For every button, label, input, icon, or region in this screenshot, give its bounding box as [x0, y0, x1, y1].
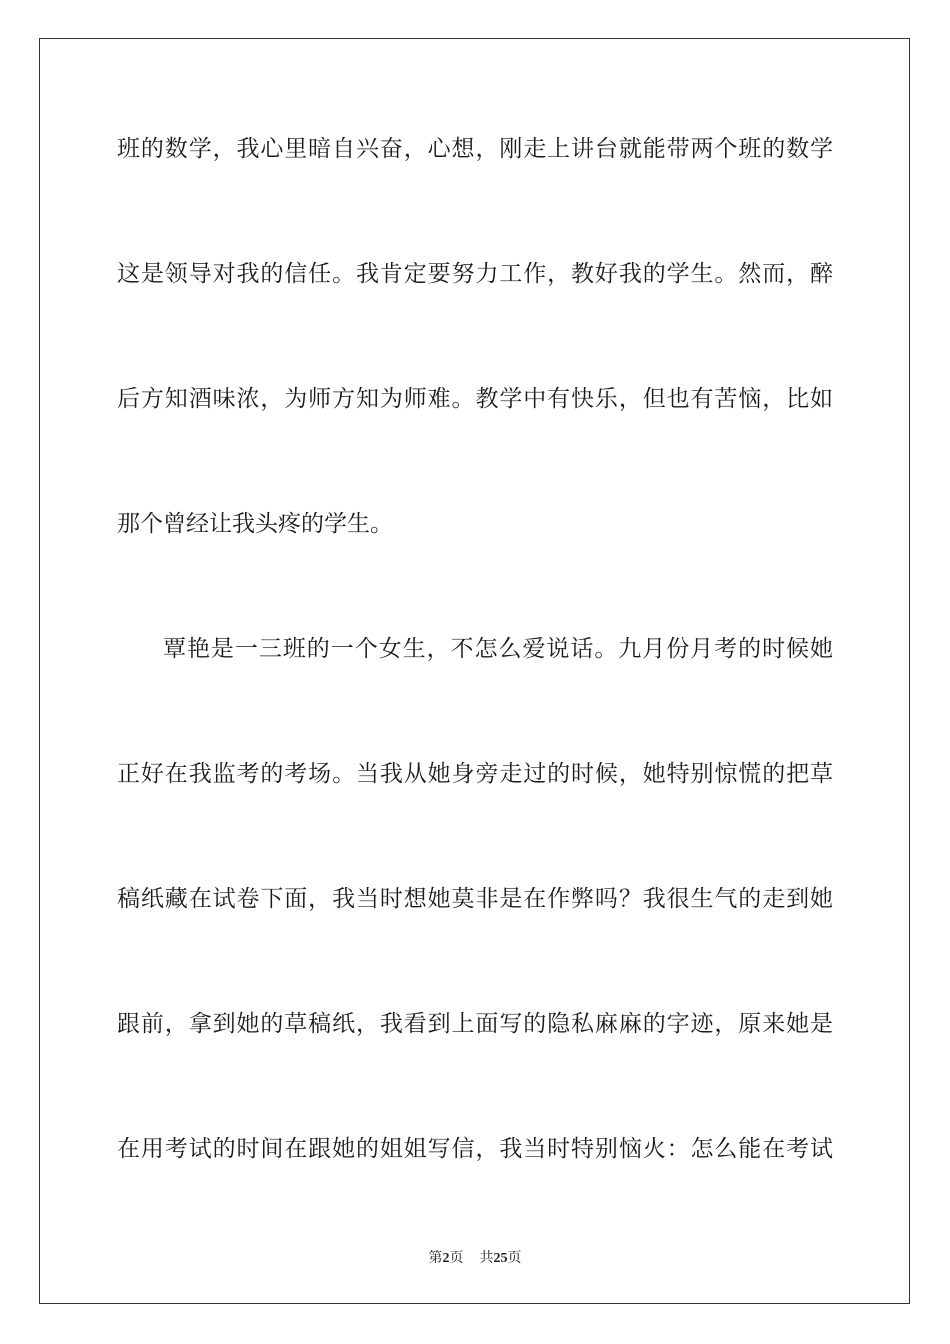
text-line: 稿纸藏在试卷下面，我当时想她莫非是在作弊吗？我很生气的走到她 — [117, 886, 833, 912]
text-line: 那个曾经让我头疼的学生。 — [117, 511, 393, 537]
page-prefix: 第 — [428, 1250, 443, 1266]
text-line: 班的数学，我心里暗自兴奋，心想，刚走上讲台就能带两个班的数学 — [117, 136, 833, 162]
total-suffix: 页 — [507, 1250, 522, 1266]
total-prefix: 共 — [479, 1250, 494, 1266]
text-line-paragraph-start: 覃艳是一三班的一个女生，不怎么爱说话。九月份月考的时候她 — [163, 636, 833, 662]
text-line: 这是领导对我的信任。我肯定要努力工作，教好我的学生。然而，醉 — [117, 261, 833, 287]
total-pages: 25 — [493, 1251, 508, 1266]
page-suffix: 页 — [449, 1250, 464, 1266]
text-line: 正好在我监考的考场。当我从她身旁走过的时候，她特别惊慌的把草 — [117, 761, 833, 787]
text-line: 跟前，拿到她的草稿纸，我看到上面写的隐私麻麻的字迹，原来她是 — [117, 1011, 833, 1037]
page-footer — [0, 1247, 950, 1267]
text-line: 在用考试的时间在跟她的姐姐写信，我当时特别恼火：怎么能在考试 — [117, 1136, 833, 1162]
text-line: 后方知酒味浓，为师方知为师难。教学中有快乐，但也有苦恼，比如 — [117, 386, 833, 412]
document-body — [117, 120, 833, 1245]
page-number: 2 — [442, 1251, 450, 1266]
